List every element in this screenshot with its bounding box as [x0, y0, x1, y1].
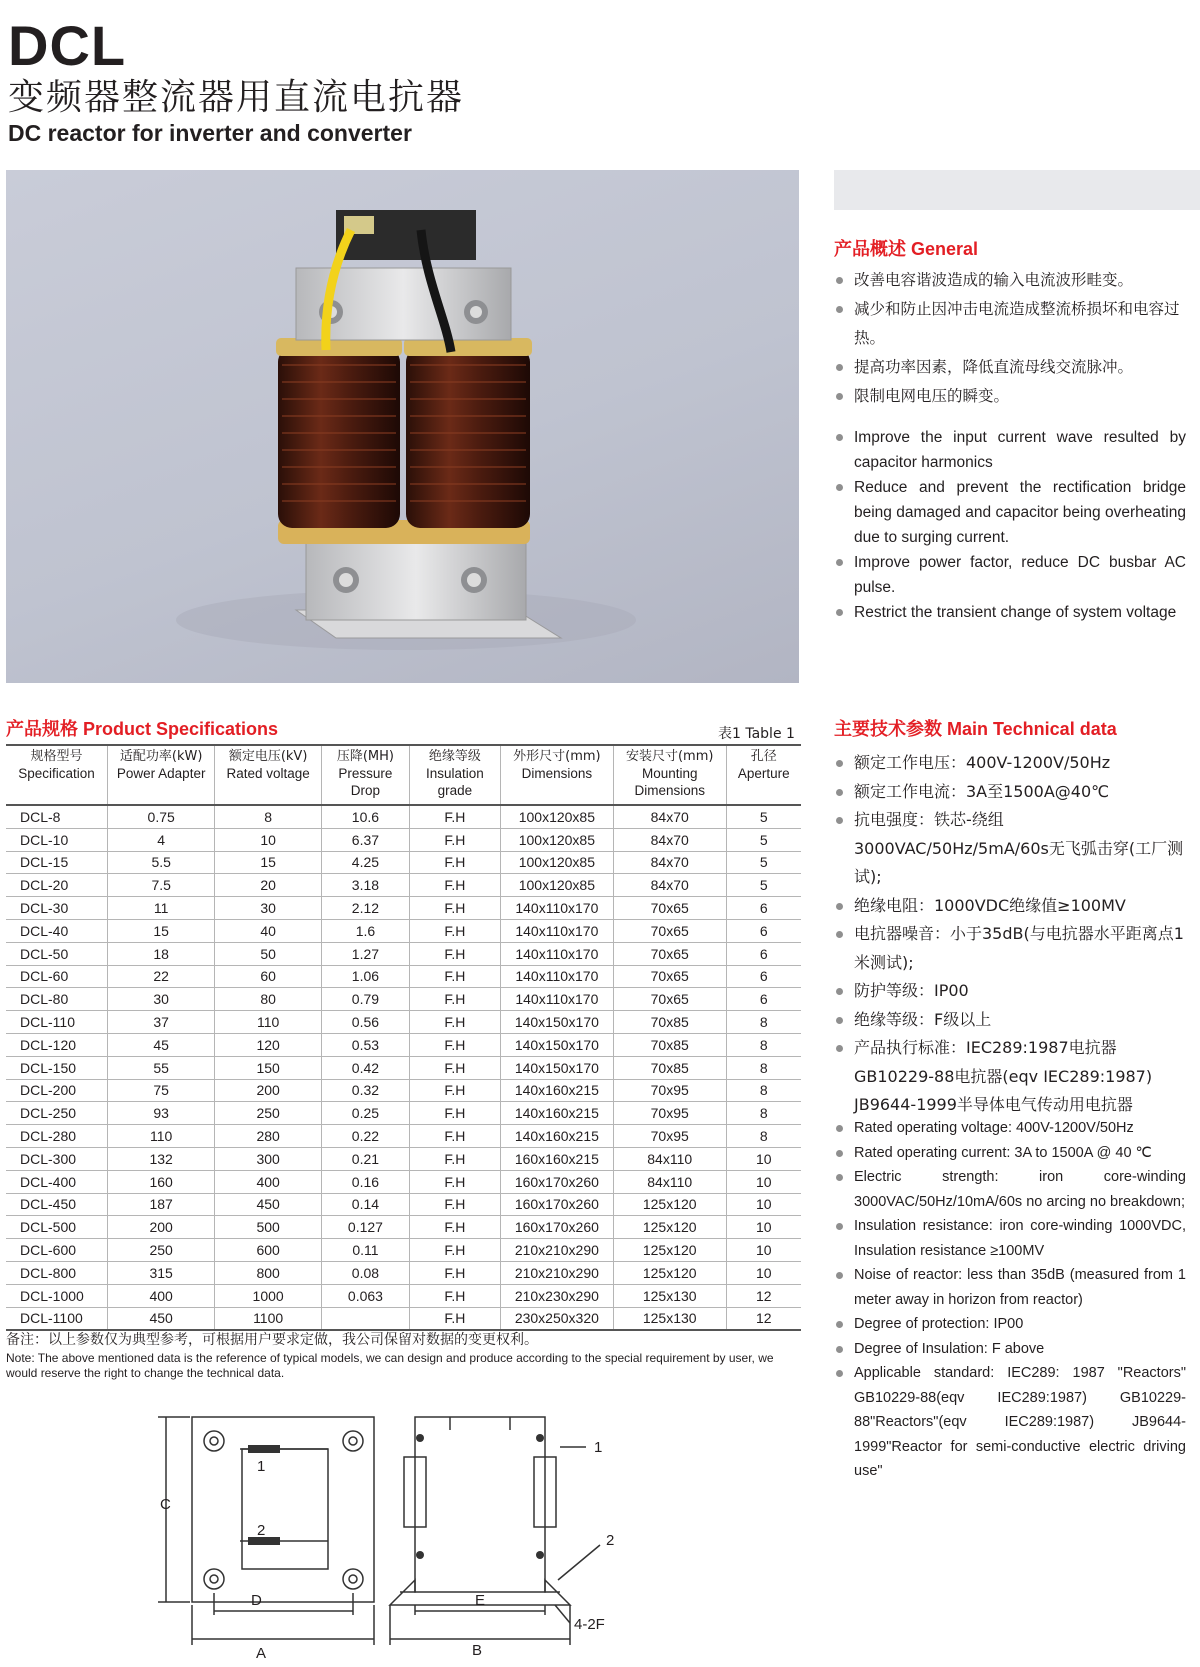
- table-cell: DCL-1000: [6, 1284, 108, 1307]
- table-cell: [321, 1307, 409, 1330]
- table-cell: 4: [108, 828, 215, 851]
- table-cell: 150: [215, 1056, 322, 1079]
- table-cell: 0.53: [321, 1033, 409, 1056]
- list-item: Applicable standard: IEC289: 1987 "Reactors" GB10229-88(eqv IEC289:1987) GB10229-88"Reactors"(eqv IEC289:1987) JB9644-1999"Reactor for semi-conductive electric driving use": [834, 1361, 1186, 1484]
- table-row: [6, 1125, 801, 1148]
- table-cell: 140x160x215: [500, 1102, 613, 1125]
- table-row: [6, 874, 801, 897]
- table-cell: 5.5: [108, 851, 215, 874]
- table-cell: DCL-15: [6, 851, 108, 874]
- table-cell: 210x230x290: [500, 1284, 613, 1307]
- table-row: [6, 805, 801, 828]
- table-cell: 250: [108, 1239, 215, 1262]
- table-row: [6, 1216, 801, 1239]
- table-cell: 160x170x260: [500, 1193, 613, 1216]
- list-item: 电抗器噪音：小于35dB(与电抗器水平距离点1米测试);: [834, 920, 1192, 977]
- table-row: [6, 851, 801, 874]
- table-cell: 10: [726, 1193, 801, 1216]
- table-cell: 400: [215, 1170, 322, 1193]
- table-cell: DCL-10: [6, 828, 108, 851]
- list-item: Insulation resistance: iron core-winding 1000VDC, Insulation resistance ≥100MV: [834, 1214, 1186, 1263]
- table-cell: 0.21: [321, 1147, 409, 1170]
- table-cell: 60: [215, 965, 322, 988]
- side-label-2: 2: [606, 1532, 615, 1549]
- table-row: [6, 1011, 801, 1034]
- table-cell: 70x65: [613, 897, 726, 920]
- column-header: 额定电压(kV) Rated voltage: [215, 745, 322, 805]
- table-header-row: [6, 745, 801, 805]
- table-cell: F.H: [409, 1216, 500, 1239]
- drawing-label-2: 2: [257, 1522, 266, 1539]
- table-cell: F.H: [409, 919, 500, 942]
- table-cell: 230x250x320: [500, 1307, 613, 1330]
- list-item: 改善电容谐波造成的输入电流波形畦变。: [834, 266, 1194, 295]
- table-cell: 6: [726, 897, 801, 920]
- table-cell: 8: [726, 1033, 801, 1056]
- table-cell: 70x65: [613, 919, 726, 942]
- table-cell: F.H: [409, 1033, 500, 1056]
- table-cell: 160x170x260: [500, 1170, 613, 1193]
- table-cell: 125x120: [613, 1193, 726, 1216]
- table-cell: DCL-20: [6, 874, 108, 897]
- table-cell: 15: [108, 919, 215, 942]
- table-cell: DCL-280: [6, 1125, 108, 1148]
- list-item: 额定工作电压：400V-1200V/50Hz: [834, 749, 1192, 778]
- table-cell: 5: [726, 874, 801, 897]
- table-cell: 140x150x170: [500, 1056, 613, 1079]
- tech-list-en: [834, 1116, 1186, 1484]
- table-cell: F.H: [409, 965, 500, 988]
- table-cell: 8: [726, 1125, 801, 1148]
- table-cell: F.H: [409, 1284, 500, 1307]
- table-cell: F.H: [409, 874, 500, 897]
- table-cell: F.H: [409, 1193, 500, 1216]
- table-cell: 84x110: [613, 1170, 726, 1193]
- dim-label-c: C: [160, 1496, 171, 1513]
- table-cell: 450: [215, 1193, 322, 1216]
- general-section-title: 产品概述 General: [834, 239, 979, 259]
- table-cell: 140x110x170: [500, 988, 613, 1011]
- table-cell: DCL-120: [6, 1033, 108, 1056]
- table-cell: 30: [108, 988, 215, 1011]
- list-item: Rated operating voltage: 400V-1200V/50Hz: [834, 1116, 1186, 1141]
- list-item: Improve the input current wave resulted by capacitor harmonics: [834, 425, 1186, 475]
- table-cell: 160x170x260: [500, 1216, 613, 1239]
- table-cell: 110: [108, 1125, 215, 1148]
- table-cell: 1100: [215, 1307, 322, 1330]
- table-cell: 300: [215, 1147, 322, 1170]
- table-cell: 0.14: [321, 1193, 409, 1216]
- table-cell: 140x150x170: [500, 1033, 613, 1056]
- note-cn: 备注：以上参数仅为典型参考，可根据用户要求定做，我公司保留对数据的变更权利。: [6, 1332, 538, 1348]
- table-cell: 0.42: [321, 1056, 409, 1079]
- dc-reactor-illustration: [6, 170, 799, 683]
- list-item: Degree of protection: IP00: [834, 1312, 1186, 1337]
- table-cell: DCL-800: [6, 1261, 108, 1284]
- table-cell: 1000: [215, 1284, 322, 1307]
- table-cell: 70x85: [613, 1056, 726, 1079]
- table-cell: DCL-30: [6, 897, 108, 920]
- list-item: 绝缘等级：F级以上: [834, 1006, 1192, 1035]
- table-cell: DCL-200: [6, 1079, 108, 1102]
- model-code: DCL: [8, 14, 127, 77]
- table-cell: 450: [108, 1307, 215, 1330]
- table-cell: DCL-1100: [6, 1307, 108, 1330]
- page-title-en: DC reactor for inverter and converter: [8, 120, 412, 146]
- table-cell: 0.16: [321, 1170, 409, 1193]
- table-cell: 280: [215, 1125, 322, 1148]
- table-cell: 0.11: [321, 1239, 409, 1262]
- table-cell: F.H: [409, 1056, 500, 1079]
- table-cell: 10: [215, 828, 322, 851]
- table-cell: 10.6: [321, 805, 409, 828]
- table-cell: 0.25: [321, 1102, 409, 1125]
- table-cell: 800: [215, 1261, 322, 1284]
- tech-list-cn: [834, 749, 1192, 1120]
- table-cell: 0.56: [321, 1011, 409, 1034]
- dim-label-e: E: [475, 1592, 486, 1609]
- table-cell: F.H: [409, 828, 500, 851]
- table-cell: 1.6: [321, 919, 409, 942]
- specifications-table: [6, 744, 801, 1331]
- table-cell: 37: [108, 1011, 215, 1034]
- table-cell: F.H: [409, 1307, 500, 1330]
- table-cell: 84x70: [613, 805, 726, 828]
- table-row: [6, 965, 801, 988]
- table-cell: DCL-80: [6, 988, 108, 1011]
- general-list-en: [834, 425, 1186, 625]
- table-cell: DCL-8: [6, 805, 108, 828]
- table-cell: 125x120: [613, 1216, 726, 1239]
- table-cell: 187: [108, 1193, 215, 1216]
- list-item: 绝缘电阻：1000VDC绝缘值≥100MV: [834, 892, 1192, 921]
- column-header: 压降(MH) Pressure Drop: [321, 745, 409, 805]
- table-cell: F.H: [409, 1170, 500, 1193]
- table-cell: 5: [726, 805, 801, 828]
- table-cell: DCL-60: [6, 965, 108, 988]
- table-cell: 160: [108, 1170, 215, 1193]
- side-label-1: 1: [594, 1439, 603, 1456]
- note-en: Note: The above mentioned data is the reference of typical models, we can design and produce according to the special requirement by user, we would reserve the right to change the technical data.: [6, 1351, 774, 1380]
- table-cell: 6: [726, 965, 801, 988]
- dim-label-d: D: [251, 1592, 262, 1609]
- table-cell: F.H: [409, 1102, 500, 1125]
- table-cell: DCL-600: [6, 1239, 108, 1262]
- table-cell: 140x160x215: [500, 1125, 613, 1148]
- table-cell: 40: [215, 919, 322, 942]
- table-row: [6, 1102, 801, 1125]
- table-row: [6, 897, 801, 920]
- table-cell: 20: [215, 874, 322, 897]
- table-cell: 11: [108, 897, 215, 920]
- table-cell: 125x130: [613, 1284, 726, 1307]
- table-cell: DCL-400: [6, 1170, 108, 1193]
- specs-section-title: 产品规格 Product Specifications: [6, 719, 279, 739]
- table-cell: F.H: [409, 1125, 500, 1148]
- table-cell: 84x70: [613, 828, 726, 851]
- list-item: Rated operating current: 3A to 1500A @ 40 ℃: [834, 1141, 1186, 1166]
- column-header: 外形尺寸(mm) Dimensions: [500, 745, 613, 805]
- table-cell: 8: [726, 1079, 801, 1102]
- product-photo: [6, 170, 799, 683]
- table-row: [6, 1079, 801, 1102]
- table-cell: 5: [726, 851, 801, 874]
- table-cell: 160x160x215: [500, 1147, 613, 1170]
- table-cell: 500: [215, 1216, 322, 1239]
- table-cell: 400: [108, 1284, 215, 1307]
- table-cell: 315: [108, 1261, 215, 1284]
- table-cell: DCL-150: [6, 1056, 108, 1079]
- table-cell: 8: [215, 805, 322, 828]
- table-cell: 0.08: [321, 1261, 409, 1284]
- table-cell: 70x65: [613, 988, 726, 1011]
- table-cell: 125x120: [613, 1239, 726, 1262]
- table-cell: 70x95: [613, 1079, 726, 1102]
- table-cell: F.H: [409, 1147, 500, 1170]
- table-cell: 140x150x170: [500, 1011, 613, 1034]
- table-cell: 2.12: [321, 897, 409, 920]
- list-item: Reduce and prevent the rectification bridge being damaged and capacitor being overheating due to surging current.: [834, 475, 1186, 550]
- list-item: Restrict the transient change of system voltage: [834, 600, 1186, 625]
- table-cell: DCL-300: [6, 1147, 108, 1170]
- table-cell: 3.18: [321, 874, 409, 897]
- table-body: [6, 805, 801, 1330]
- table-cell: F.H: [409, 942, 500, 965]
- table-cell: 7.5: [108, 874, 215, 897]
- table-cell: 6.37: [321, 828, 409, 851]
- table-cell: 0.75: [108, 805, 215, 828]
- table-row: [6, 1147, 801, 1170]
- column-header: 孔径 Aperture: [726, 745, 801, 805]
- list-item: 抗电强度：铁芯-绕组3000VAC/50Hz/5mA/60s无飞弧击穿(工厂测试);: [834, 806, 1192, 892]
- dimension-drawing: [150, 1405, 690, 1660]
- table-cell: F.H: [409, 1239, 500, 1262]
- table-cell: F.H: [409, 851, 500, 874]
- list-item: 提高功率因素，降低直流母线交流脉冲。: [834, 353, 1194, 382]
- table-row: [6, 1033, 801, 1056]
- table-cell: 4.25: [321, 851, 409, 874]
- table-cell: 84x70: [613, 851, 726, 874]
- table-cell: 84x110: [613, 1147, 726, 1170]
- table-cell: 10: [726, 1261, 801, 1284]
- dim-label-a: A: [256, 1645, 267, 1660]
- list-item: 减少和防止因冲击电流造成整流桥损坏和电容过热。: [834, 295, 1194, 353]
- table-cell: 8: [726, 1011, 801, 1034]
- table-row: [6, 1307, 801, 1330]
- table-row: [6, 988, 801, 1011]
- page-title-cn: 变频器整流器用直流电抗器: [8, 77, 465, 118]
- table-cell: F.H: [409, 1079, 500, 1102]
- table-cell: 200: [215, 1079, 322, 1102]
- table-cell: 10: [726, 1170, 801, 1193]
- table-cell: 600: [215, 1239, 322, 1262]
- table-cell: 100x120x85: [500, 805, 613, 828]
- table-cell: 18: [108, 942, 215, 965]
- decorative-banner: [834, 170, 1200, 210]
- column-header: 规格型号 Specification: [6, 745, 108, 805]
- table-cell: 100x120x85: [500, 874, 613, 897]
- table-cell: 70x85: [613, 1033, 726, 1056]
- table-cell: 110: [215, 1011, 322, 1034]
- table-cell: F.H: [409, 897, 500, 920]
- table-cell: 93: [108, 1102, 215, 1125]
- table-cell: DCL-50: [6, 942, 108, 965]
- table-cell: 140x110x170: [500, 942, 613, 965]
- table-row: [6, 1170, 801, 1193]
- table-cell: 10: [726, 1216, 801, 1239]
- table-cell: DCL-500: [6, 1216, 108, 1239]
- table-row: [6, 1056, 801, 1079]
- table-cell: 1.27: [321, 942, 409, 965]
- table-row: [6, 942, 801, 965]
- table-cell: 0.22: [321, 1125, 409, 1148]
- table-cell: 22: [108, 965, 215, 988]
- table-cell: 84x70: [613, 874, 726, 897]
- table-cell: 6: [726, 942, 801, 965]
- table-cell: 100x120x85: [500, 828, 613, 851]
- table-row: [6, 1284, 801, 1307]
- table-cell: 125x120: [613, 1261, 726, 1284]
- list-item: 额定工作电流：3A至1500A@40℃: [834, 778, 1192, 807]
- table-cell: 80: [215, 988, 322, 1011]
- table-row: [6, 1239, 801, 1262]
- table-cell: 70x65: [613, 942, 726, 965]
- column-header: 安装尺寸(mm) Mounting Dimensions: [613, 745, 726, 805]
- table-cell: 70x95: [613, 1125, 726, 1148]
- table-cell: 1.06: [321, 965, 409, 988]
- table-cell: 6: [726, 919, 801, 942]
- table-cell: 75: [108, 1079, 215, 1102]
- list-item: Noise of reactor: less than 35dB (measured from 1 meter away in horizon from reactor): [834, 1263, 1186, 1312]
- table-cell: 70x85: [613, 1011, 726, 1034]
- table-cell: 5: [726, 828, 801, 851]
- table-cell: F.H: [409, 1261, 500, 1284]
- list-item: 限制电网电压的瞬变。: [834, 382, 1194, 411]
- table-cell: 0.063: [321, 1284, 409, 1307]
- table-cell: 55: [108, 1056, 215, 1079]
- table-cell: DCL-250: [6, 1102, 108, 1125]
- table-cell: 12: [726, 1307, 801, 1330]
- column-header: 绝缘等级 Insulation grade: [409, 745, 500, 805]
- table-cell: 10: [726, 1239, 801, 1262]
- table-cell: DCL-110: [6, 1011, 108, 1034]
- tech-section-title: 主要技术参数 Main Technical data: [834, 719, 1117, 739]
- table-row: [6, 1261, 801, 1284]
- table-cell: 70x95: [613, 1102, 726, 1125]
- table-cell: DCL-450: [6, 1193, 108, 1216]
- table-cell: 10: [726, 1147, 801, 1170]
- table-cell: F.H: [409, 988, 500, 1011]
- table-cell: DCL-40: [6, 919, 108, 942]
- column-header: 适配功率(kW) Power Adapter: [108, 745, 215, 805]
- list-item: 防护等级：IP00: [834, 977, 1192, 1006]
- table-cell: 0.79: [321, 988, 409, 1011]
- table-cell: F.H: [409, 805, 500, 828]
- table-cell: 30: [215, 897, 322, 920]
- table-cell: 210x210x290: [500, 1239, 613, 1262]
- list-item: Degree of Insulation: F above: [834, 1337, 1186, 1362]
- table-cell: F.H: [409, 1011, 500, 1034]
- table-cell: 250: [215, 1102, 322, 1125]
- table-cell: 100x120x85: [500, 851, 613, 874]
- table-cell: 140x160x215: [500, 1079, 613, 1102]
- table-cell: 0.127: [321, 1216, 409, 1239]
- table-row: [6, 1193, 801, 1216]
- table-cell: 120: [215, 1033, 322, 1056]
- general-list-cn: [834, 266, 1194, 411]
- dim-label-4-2f: 4-2F: [574, 1616, 605, 1633]
- list-item: Improve power factor, reduce DC busbar AC pulse.: [834, 550, 1186, 600]
- table-cell: 6: [726, 988, 801, 1011]
- dim-label-b: B: [472, 1642, 483, 1659]
- table-cell: 50: [215, 942, 322, 965]
- table-label: 表1 Table 1: [718, 726, 795, 742]
- table-cell: 8: [726, 1102, 801, 1125]
- list-item: 产品执行标准：IEC289:1987电抗器 GB10229-88电抗器(eqv IEC289:1987) JB9644-1999半导体电气传动用电抗器: [834, 1034, 1192, 1120]
- table-cell: 125x130: [613, 1307, 726, 1330]
- drawing-label-1: 1: [257, 1458, 266, 1475]
- table-cell: 140x110x170: [500, 897, 613, 920]
- table-row: [6, 828, 801, 851]
- table-cell: 132: [108, 1147, 215, 1170]
- table-cell: 45: [108, 1033, 215, 1056]
- table-cell: 8: [726, 1056, 801, 1079]
- table-cell: 210x210x290: [500, 1261, 613, 1284]
- table-cell: 12: [726, 1284, 801, 1307]
- table-cell: 0.32: [321, 1079, 409, 1102]
- table-cell: 140x110x170: [500, 965, 613, 988]
- table-cell: 15: [215, 851, 322, 874]
- table-row: [6, 919, 801, 942]
- table-cell: 200: [108, 1216, 215, 1239]
- table-cell: 70x65: [613, 965, 726, 988]
- table-cell: 140x110x170: [500, 919, 613, 942]
- list-item: Electric strength: iron core-winding 3000VAC/50Hz/10mA/60s no arcing no breakdown;: [834, 1165, 1186, 1214]
